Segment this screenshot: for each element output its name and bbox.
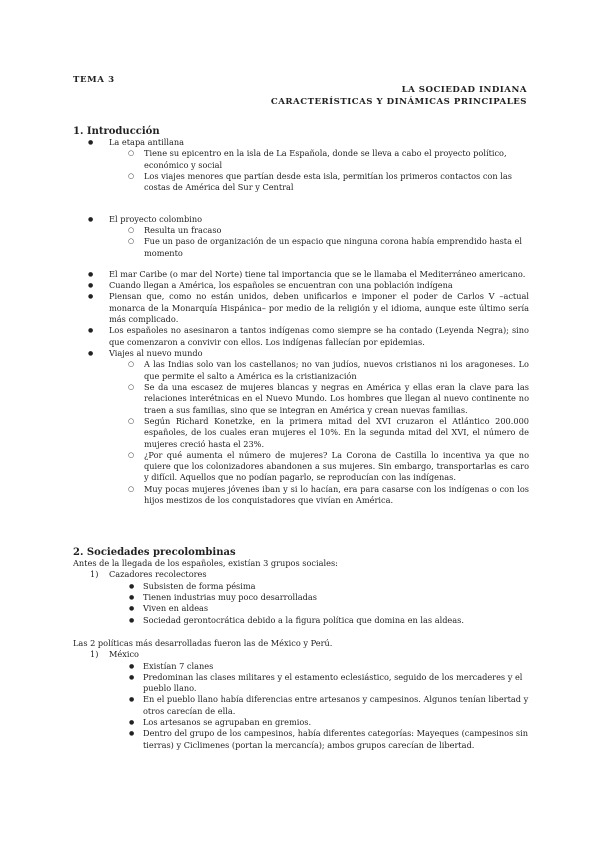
sub-list — [109, 225, 529, 259]
section-2-body — [73, 558, 529, 751]
section-heading-introduccion: 1. Introducción — [73, 126, 160, 137]
section-1-body — [73, 137, 529, 506]
group-item — [73, 649, 529, 751]
sub-list-item: ○ ¿Por qué aumenta el número de mujeres? La Corona de Castilla lo incentiva ya que no quiere que los colonizadores abandonen a sus mujeres. Sin embargo, transportarlas es caro y difícil. Aquellos que no podían pagarlo, se reproducían con las indígenas. — [109, 450, 529, 484]
group-number: 1) — [90, 569, 99, 580]
list-item — [73, 137, 529, 194]
mexico-list — [73, 649, 529, 751]
sub-list-item: ○ Los viajes menores que partían desde esta isla, permitían los primeros contactos con las costas de América del Sur y Central — [109, 171, 529, 194]
politicas-paragraph: Las 2 políticas más desarrolladas fueron las de México y Perú. — [73, 637, 333, 648]
sub-list-item: ● Subsisten de forma pésima — [109, 581, 529, 592]
list-item-label: La etapa antillana — [109, 137, 184, 147]
list-item: ● Los españoles no asesinaron a tantos indígenas como siempre se ha contado (Leyenda Negra); sino que comenzaron a convivir con ellos. Los indígenas fallecían por epidemias. — [73, 325, 529, 348]
sub-list-item: ○ Fue un paso de organización de un espacio que ninguna corona había emprendido hasta el momento — [109, 236, 529, 259]
group-number: 1) — [90, 649, 99, 660]
sub-list-item: ○ Tiene su epicentro en la isla de La Española, donde se lleva a cabo el proyecto político, económico y social — [109, 148, 529, 171]
section-2-intro: Antes de la llegada de los españoles, existían 3 grupos sociales: — [73, 558, 338, 568]
group-item — [73, 569, 529, 626]
sub-list-item: ○ Resulta un fracaso — [109, 225, 529, 236]
sub-list-item: ○ Según Richard Konetzke, en la primera mitad del XVI cruzaron el Atlántico 200.000 españoles, de los cuales eran mujeres el 10%. En la segunda mitad del XVI, el número de mujeres creció hasta el 23%. — [109, 416, 529, 450]
group-sub-list — [109, 661, 529, 752]
sub-list — [109, 359, 529, 506]
sub-list-item: ● Los artesanos se agrupaban en gremios. — [109, 717, 529, 728]
list-item — [73, 214, 529, 259]
main-title — [271, 84, 527, 108]
sub-list-item: ● Dentro del grupo de los campesinos, había diferentes categorías: Mayeques (campesinos sin tierras) y Ciclimenes (portan la mercancía); ambos grupos carecían de libertad. — [109, 728, 529, 751]
title-line-1: LA SOCIEDAD INDIANA — [401, 85, 527, 95]
list-item-label: El proyecto colombino — [109, 213, 203, 224]
intro-list-colombino — [73, 214, 529, 259]
sub-list-item: ● Tienen industrias muy poco desarrolladas — [109, 592, 529, 603]
list-item: ● Cuando llegan a América, los españoles se encuentran con una población indígena — [73, 280, 529, 291]
list-item-label: Viajes al nuevo mundo — [109, 348, 203, 358]
list-item: ● Piensan que, como no están unidos, deben unificarlos e imponer el poder de Carlos V –actual monarca de la Monarquía Hispánica– por medio de la religión y el idioma, aunque este último sería más complicado. — [73, 291, 529, 325]
sub-list-item: ● Sociedad gerontocrática debido a la figura política que domina en las aldeas. — [109, 615, 529, 626]
sub-list-item: ○ Se da una escasez de mujeres blancas y negras en América y ellas eran la clave para las relaciones interétnicas en el Nuevo Mundo. Los hombres que llegan al nuevo continente no traen a sus familias, sino que se integran en América y crean nuevas familias. — [109, 382, 529, 416]
groups-list — [73, 569, 529, 626]
tema-label: TEMA 3 — [73, 75, 115, 85]
intro-list-general — [73, 269, 529, 507]
sub-list-item: ● En el pueblo llano había diferencias entre artesanos y campesinos. Algunos tenían libertad y otros carecían de ella. — [109, 694, 529, 717]
section-heading-sociedades: 2. Sociedades precolombinas — [73, 547, 236, 558]
group-label: México — [109, 649, 139, 660]
list-item — [73, 348, 529, 506]
sub-list-item: ● Predominan las clases militares y el estamento eclesiástico, seguido de los mercaderes y el pueblo llano. — [109, 672, 529, 695]
sub-list-item: ○ Muy pocas mujeres jóvenes iban y si lo hacían, era para casarse con los indígenas o con los hijos mestizos de los conquistadores que vivían en América. — [109, 484, 529, 507]
list-item: ● El mar Caribe (o mar del Norte) tiene tal importancia que se le llamaba el Mediterráneo americano. — [73, 269, 529, 280]
sub-list-item: ● Viven en aldeas — [109, 603, 529, 614]
sub-list — [109, 148, 529, 193]
title-line-2: CARACTERÍSTICAS Y DINÁMICAS PRINCIPALES — [270, 97, 527, 108]
sub-list-item: ● Existían 7 clanes — [109, 661, 529, 672]
group-sub-list — [109, 581, 529, 626]
sub-list-item: ○ A las Indias solo van los castellanos; no van judíos, nuevos cristianos ni los aragoneses. Lo que permite el salto a América es la cristianización — [109, 359, 529, 382]
intro-list-antillana — [73, 137, 529, 194]
group-label: Cazadores recolectores — [109, 569, 207, 580]
